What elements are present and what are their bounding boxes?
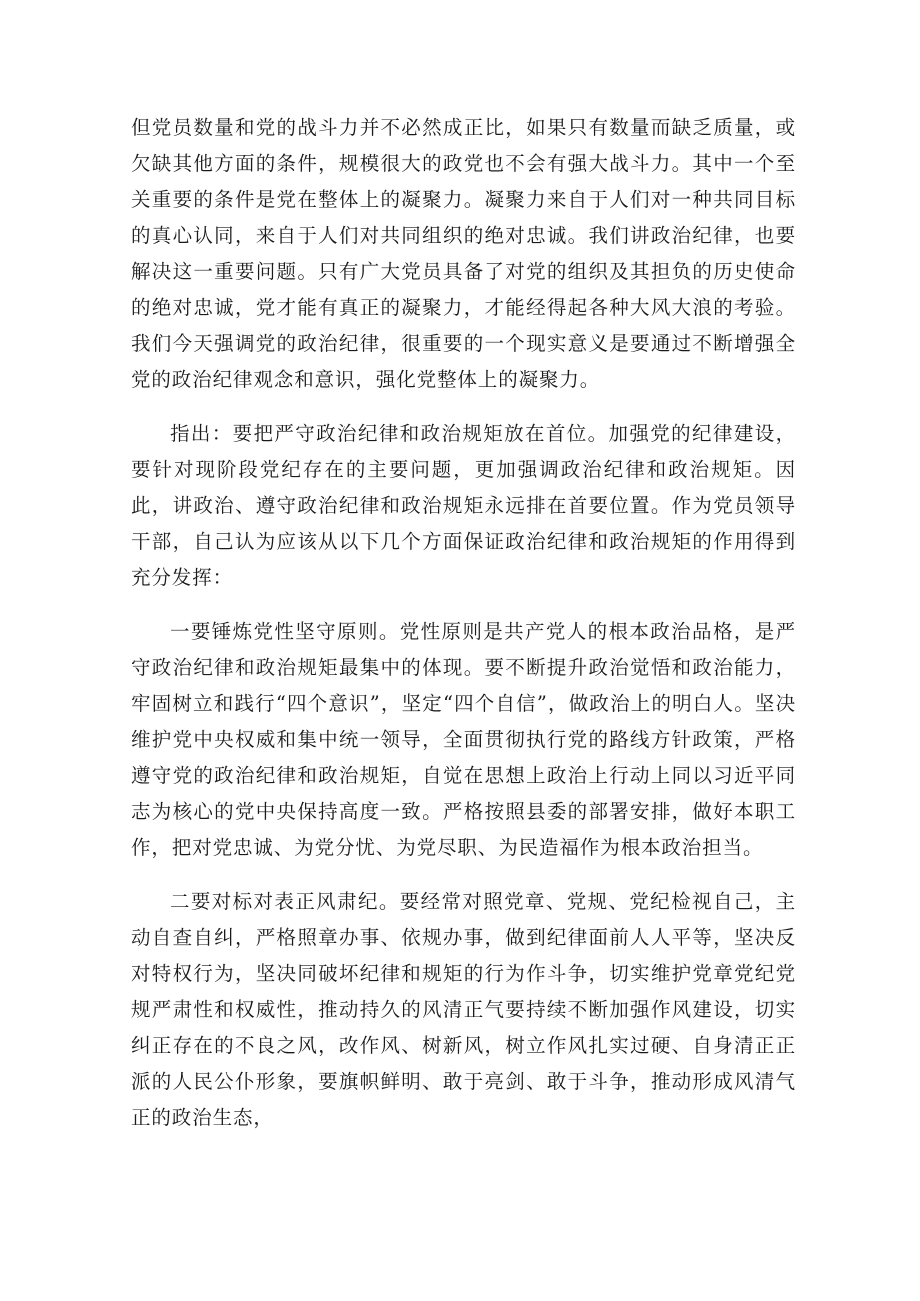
paragraph-gap xyxy=(131,866,796,884)
paragraph-1: 但党员数量和党的战斗力并不必然成正比，如果只有数量而缺乏质量，或欠缺其他方面的条件，规模很大的政党也不会有强大战斗力。其中一个至关重要的条件是党在整体上的凝聚力。凝聚力来自于人们对一种共同目标的真心认同，来自于人们对共同组织的绝对忠诚。我们讲政治纪律，也要解决这一重要问题。只有广大党员具备了对党的组织及其担负的历史使命的绝对忠诚，党才能有真正的凝聚力，才能经得起各种大风大浪的考验。我们今天强调党的政治纪律，很重要的一个现实意义是要通过不断增强全党的政治纪律观念和意识，强化党整体上的凝聚力。 xyxy=(131,116,796,391)
document-body xyxy=(131,110,796,1136)
paragraph-2: 指出：要把严守政治纪律和政治规矩放在首位。加强党的纪律建设，要针对现阶段党纪存在的主要问题，更加强调政治纪律和政治规矩。因此，讲政治、遵守政治纪律和政治规矩永远排在首要位置。作为党员领导干部，自己认为应该从以下几个方面保证政治纪律和政治规矩的作用得到充分发挥： xyxy=(131,422,796,589)
paragraph-gap xyxy=(131,398,796,416)
paragraph-3: 一要锤炼党性坚守原则。党性原则是共产党人的根本政治品格，是严守政治纪律和政治规矩最集中的体现。要不断提升政治觉悟和政治能力，牢固树立和践行“四个意识”，坚定“四个自信”，做政治上的明白人。坚决维护党中央权威和集中统一领导，全面贯彻执行党的路线方针政策，严格遵守党的政治纪律和政治规矩，自觉在思想上政治上行动上同以习近平同志为核心的党中央保持高度一致。严格按照县委的部署安排，做好本职工作，把对党忠诚、为党分忧、为党尽职、为民造福作为根本政治担当。 xyxy=(131,620,796,859)
paragraph-4: 二要对标对表正风肃纪。要经常对照党章、党规、党纪检视自己，主动自查自纠，严格照章办事、依规办事，做到纪律面前人人平等，坚决反对特权行为，坚决同破坏纪律和规矩的行为作斗争，切实维护党章党纪党规严肃性和权威性，推动持久的风清正气要持续不断加强作风建设，切实纠正存在的不良之风，改作风、树新风，树立作风扎实过硬、自身清正正派的人民公仆形象，要旗帜鲜明、敢于亮剑、敢于斗争，推动形成风清气正的政治生态， xyxy=(131,890,796,1129)
paragraph-gap xyxy=(131,596,796,614)
